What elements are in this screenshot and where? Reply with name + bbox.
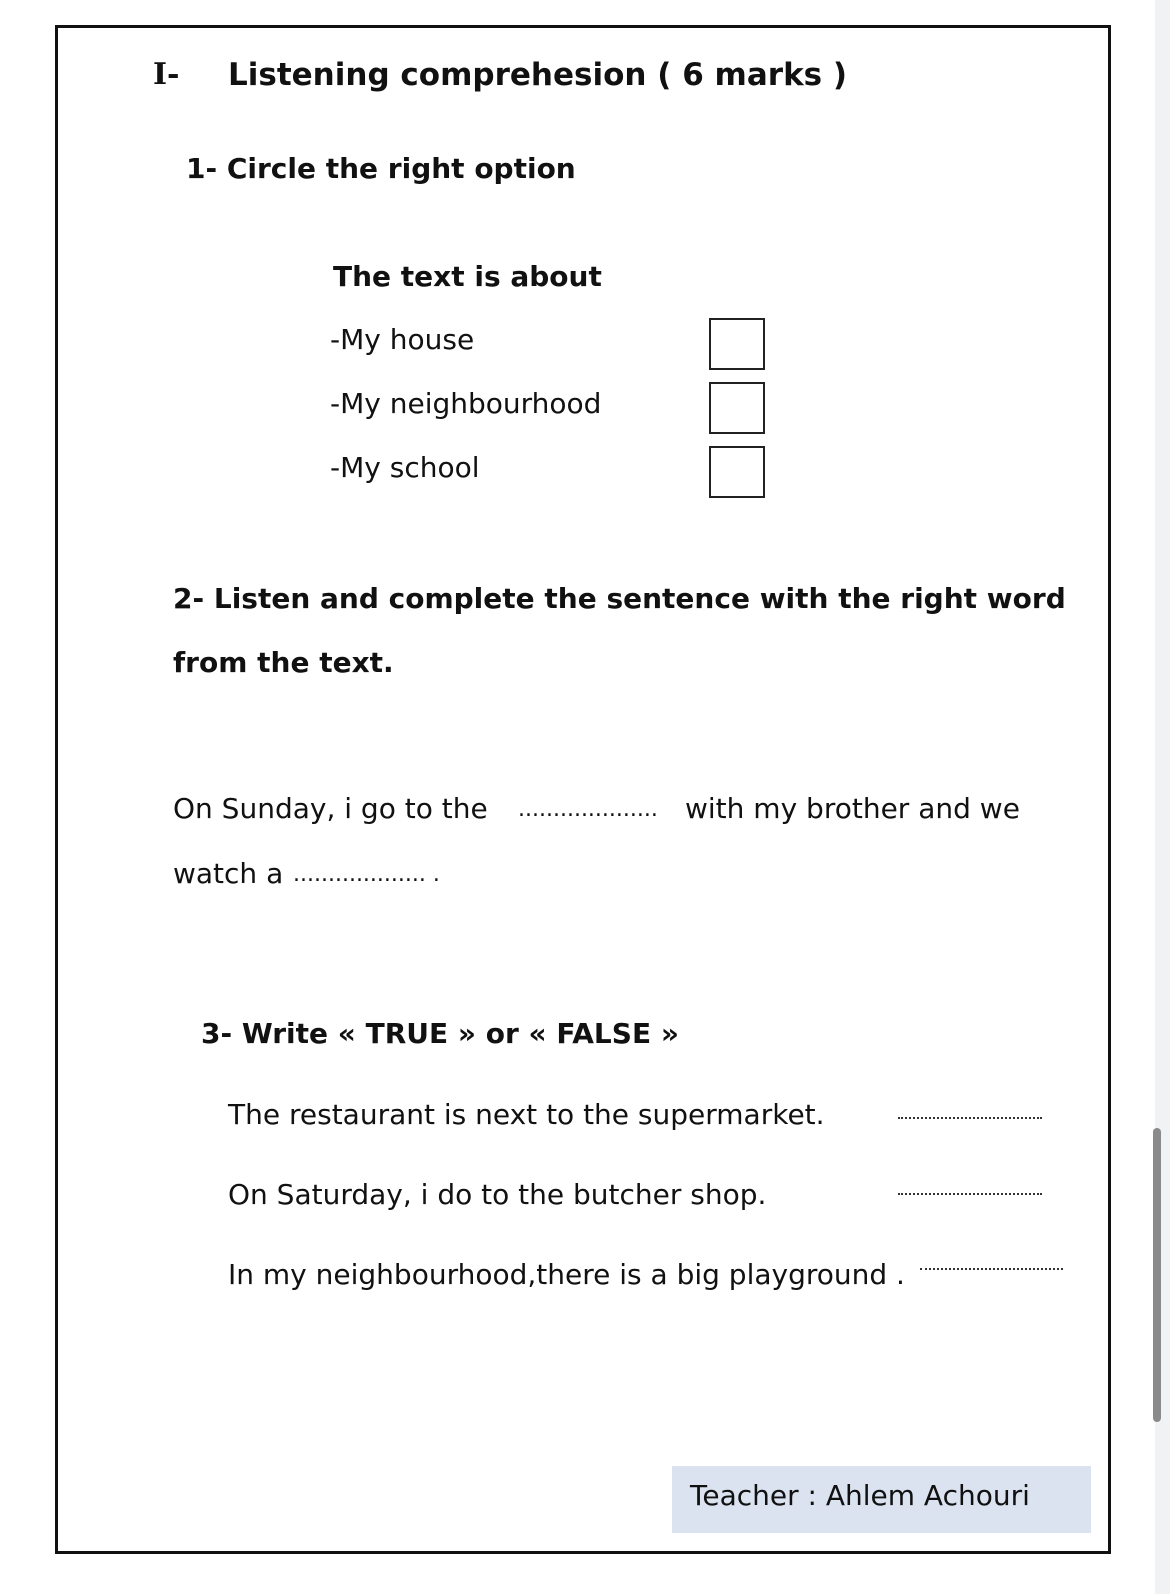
q1-checkbox-school[interactable] [709,446,765,498]
q3-answer-line-3[interactable] [920,1268,1063,1270]
q2-blank-2[interactable]: ................... . [293,862,440,887]
worksheet-frame [55,25,1111,1554]
teacher-label: Teacher : Ahlem Achouri [690,1479,1030,1512]
q2-sentence-part1: On Sunday, i go to the [173,792,488,825]
q3-heading: 3- Write « TRUE » or « FALSE » [201,1017,679,1050]
q3-statement-3: In my neighbourhood,there is a big playground . [228,1258,905,1291]
q3-answer-line-2[interactable] [898,1193,1042,1195]
q1-prompt: The text is about [333,260,602,293]
q1-option-neighbourhood: -My neighbourhood [330,387,602,420]
q1-checkbox-neighbourhood[interactable] [709,382,765,434]
q1-option-school: -My school [330,451,480,484]
q3-answer-line-1[interactable] [898,1117,1042,1119]
q2-sentence-part2: with my brother and we [685,792,1020,825]
q1-checkbox-house[interactable] [709,318,765,370]
q1-heading: 1- Circle the right option [186,152,576,185]
q2-blank-1[interactable]: .................... [518,797,658,822]
q2-sentence-part3: watch a [173,857,284,890]
scrollbar-thumb[interactable] [1153,1128,1161,1422]
q2-heading-line2: from the text. [173,646,394,679]
q3-statement-2: On Saturday, i do to the butcher shop. [228,1178,767,1211]
q3-statement-1: The restaurant is next to the supermarket. [228,1098,825,1131]
section-title: Listening comprehesion ( 6 marks ) [228,57,848,93]
q1-option-house: -My house [330,323,475,356]
section-number: I- [153,57,180,92]
q2-heading-line1: 2- Listen and complete the sentence with the right word [173,582,1066,615]
